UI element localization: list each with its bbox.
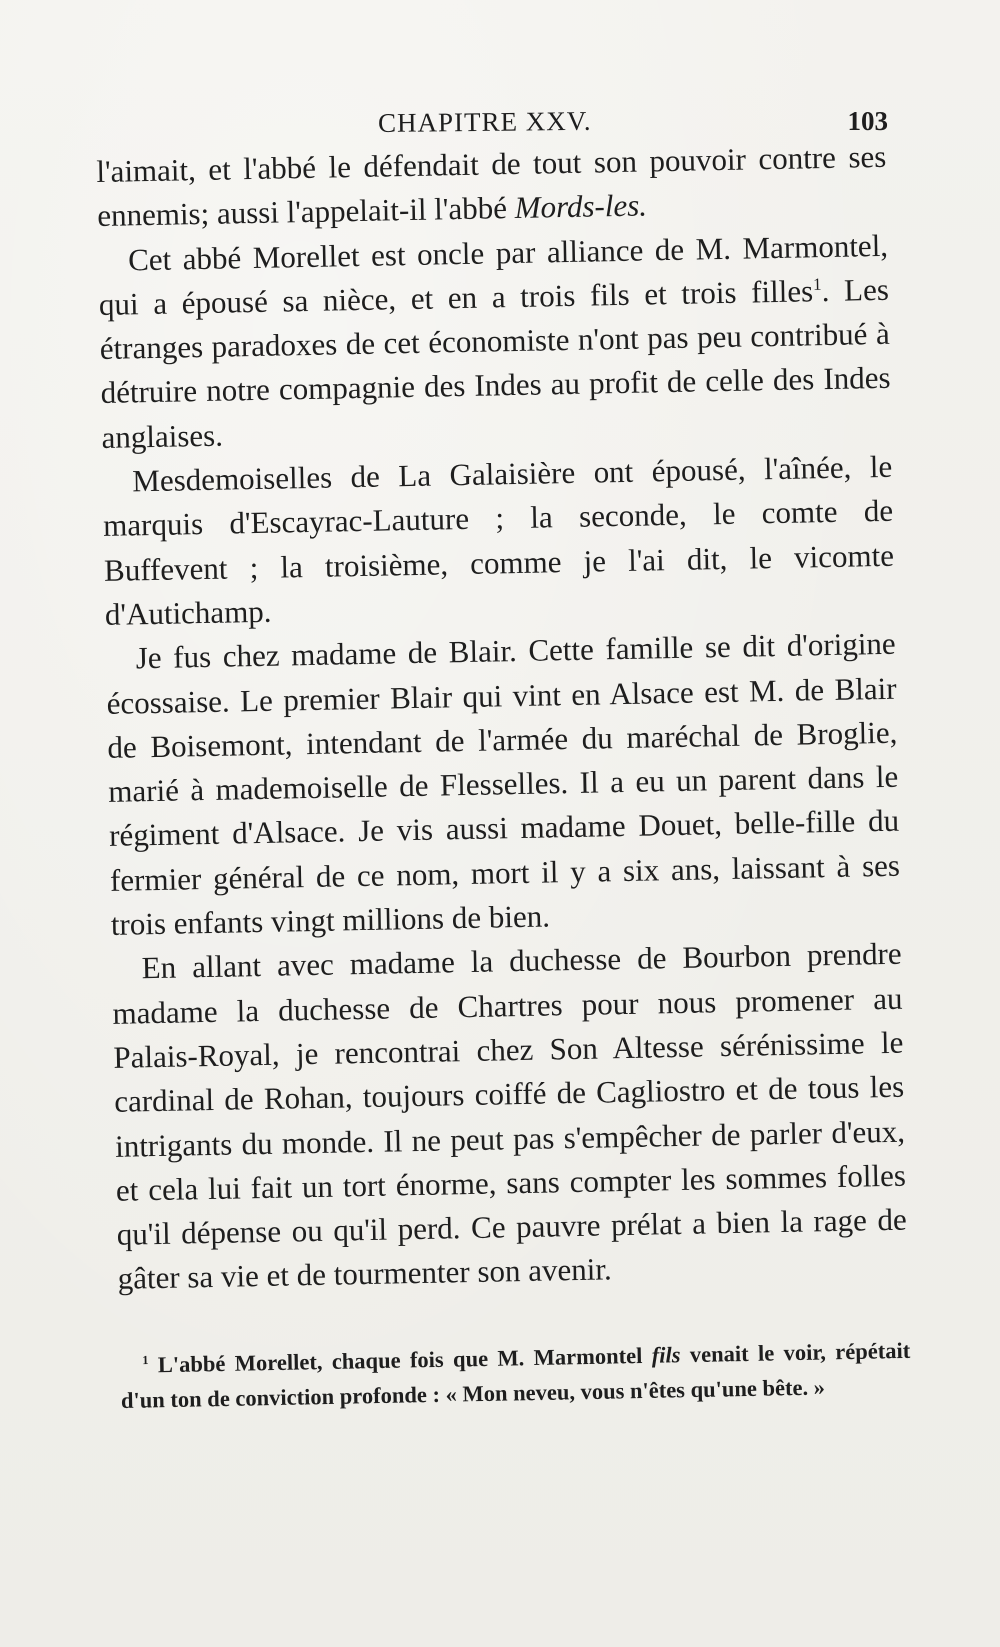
paragraph-1-text: l'aimait, et l'abbé le défendait de tout son pouvoir contre ses ennemis; aussi l'appelait-il l'abbé	[96, 138, 887, 234]
footnote-text-start: L'abbé Morellet, chaque fois que M. Marmontel	[148, 1342, 652, 1378]
footnote-text-end: venait le voir, répétait d'un ton de conviction profonde : « Mon neveu, vous n'êtes qu'une bête. »	[120, 1337, 911, 1413]
paragraph-2-text-end: . Les étranges paradoxes de cet économiste n'ont pas peu contribué à détruire notre compagnie des Indes au profit de celle des Indes anglaises.	[99, 271, 891, 455]
footnote-reference: 1	[812, 274, 822, 294]
paragraph-3: Mesdemoiselles de La Galaisière ont épousé, l'aînée, le marquis d'Escayrac-Lauture ; la seconde, le comte de Buffevent ; la troisième, comme je l'ai dit, le vicomte d'Autichamp.	[102, 448, 895, 632]
footnotes	[120, 1333, 911, 1418]
footnote-italic: fils	[651, 1342, 681, 1368]
italic-nickname: Mords-les.	[514, 187, 648, 226]
paragraph-2-text-start: Cet abbé Morellet est oncle par alliance de M. Marmontel, qui a épousé sa nièce, et en a trois fils et trois filles	[98, 227, 889, 322]
footnote-marker: 1	[142, 1352, 149, 1368]
page-number: 103	[847, 106, 888, 136]
footnote-1	[120, 1333, 911, 1418]
paragraph-5: En allant avec madame la duchesse de Bourbon prendre madame la duchesse de Chartres pour nous promener au Palais-Royal, je rencontrai chez Son Altesse sérénissime le cardinal de Rohan, toujours coiffé de Cagliostro et de tous les intrigants du monde. Il ne peut pas s'empêcher de parler d'eux, et cela lui fait un tort énorme, sans compter les sommes folles qu'il dépense ou qu'il perd. Ce pauvre prélat a bien la rage de gâter sa vie et de tourmenter son avenir.	[112, 936, 908, 1297]
paragraph-2	[98, 223, 892, 460]
body-text	[96, 135, 908, 1302]
paragraph-1	[96, 135, 888, 239]
paragraph-4: Je fus chez madame de Blair. Cette famille se dit d'origine écossaise. Le premier Blair qui vint en Alsace est M. de Blair de Boisemont, intendant de l'armée du maréchal de Broglie, marié à mademoiselle de Flesselles. Il a eu un parent dans le régiment d'Alsace. Je vis aussi madame Douet, belle-fille du fermier général de ce nom, mort il y a six ans, laissant à ses trois enfants vingt millions de bien.	[106, 626, 901, 942]
running-title: CHAPITRE XXV.	[377, 105, 592, 138]
